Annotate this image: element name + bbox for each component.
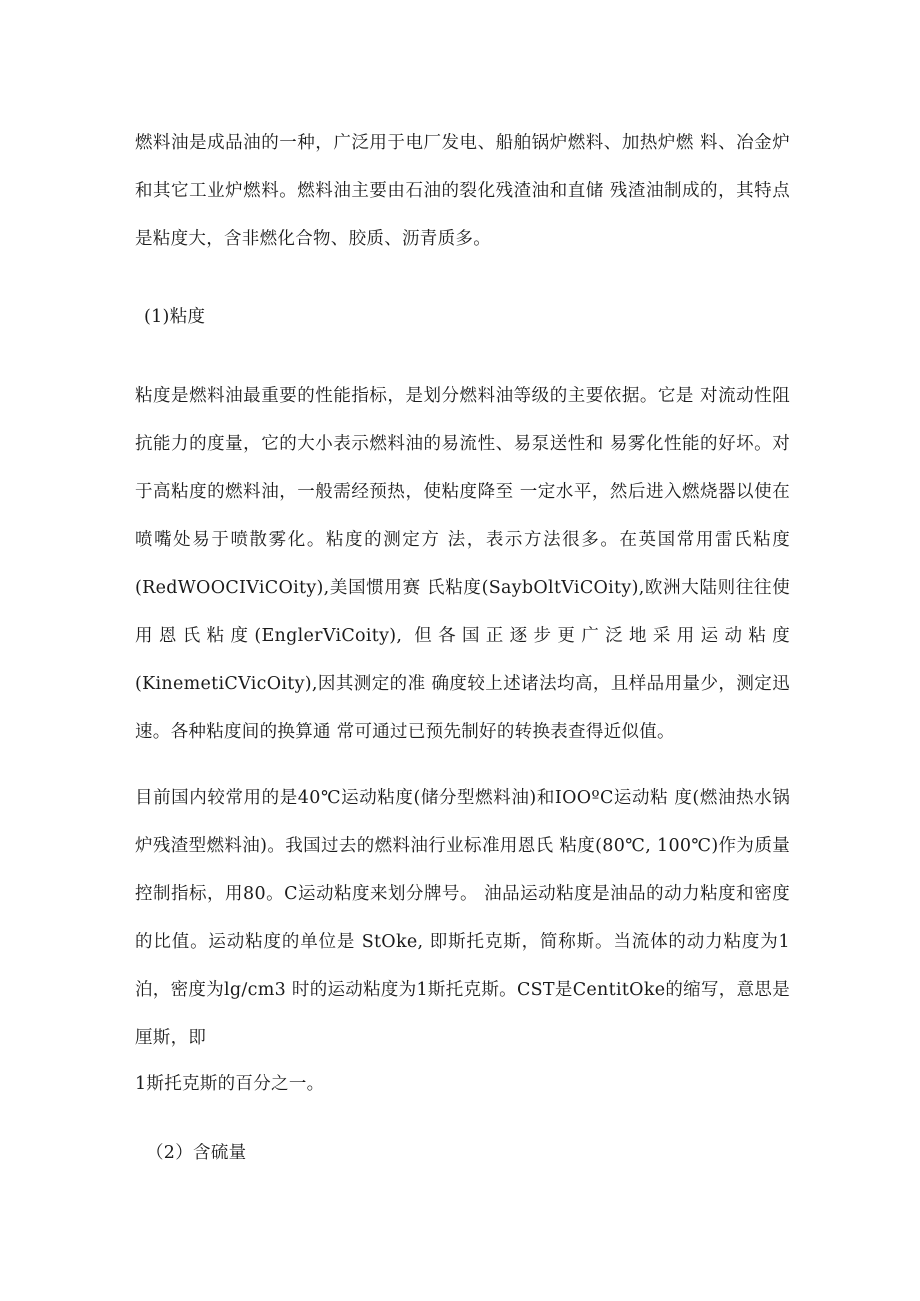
paragraph-viscosity-definition: 粘度是燃料油最重要的性能指标，是划分燃料油等级的主要依据。它是 对流动性阻抗能力的度量，它的大小表示燃料油的易流性、易泵送性和 易雾化性能的好坏。对于高粘度的燃料油，一般需经预热，使粘度降至 一定水平，然后进入燃烧器以使在喷嘴处易于喷散雾化。粘度的测定方 法，表示方法很多。在英国常用雷氏粘度(RedWOOCIViCOity),美国惯用赛 氏粘度(SaybOltViCOity),欧洲大陆则往往使用恩氏粘度(EnglerViCoity), 但各国正逐步更广泛地采用运动粘度(KinemetiCVicOity),因其测定的准 确度较上述诸法均高，且样品用量少，测定迅速。各种粘度间的换算通 常可通过已预先制好的转换表查得近似值。 xyxy=(135,386,790,742)
paragraph-stokes-note: 1斯托克斯的百分之一。 xyxy=(135,1074,325,1094)
section-heading-sulfur: （2）含硫量 xyxy=(146,1143,247,1163)
paragraph-viscosity-standards: 目前国内较常用的是40℃运动粘度(储分型燃料油)和IOOºC运动粘 度(燃油热水锅炉残渣型燃料油)。我国过去的燃料油行业标准用恩氏 粘度(80℃, 100℃)作为质量控制指标，用80。C运动粘度来划分牌号。 油品运动粘度是油品的动力粘度和密度的比值。运动粘度的单位是 StOke, 即斯托克斯，简称斯。当流体的动力粘度为1泊，密度为lg∕cm3 时的运动粘度为1斯托克斯。CST是CentitOke的缩写，意思是厘斯，即 xyxy=(135,788,790,1048)
paragraph-intro: 燃料油是成品油的一种，广泛用于电厂发电、船舶锅炉燃料、加热炉燃 料、冶金炉和其它工业炉燃料。燃料油主要由石油的裂化残渣油和直储 残渣油制成的，其特点是粘度大，含非燃化合物、胶质、沥青质多。 xyxy=(135,133,790,249)
section-heading-viscosity: (1)粘度 xyxy=(144,307,206,327)
